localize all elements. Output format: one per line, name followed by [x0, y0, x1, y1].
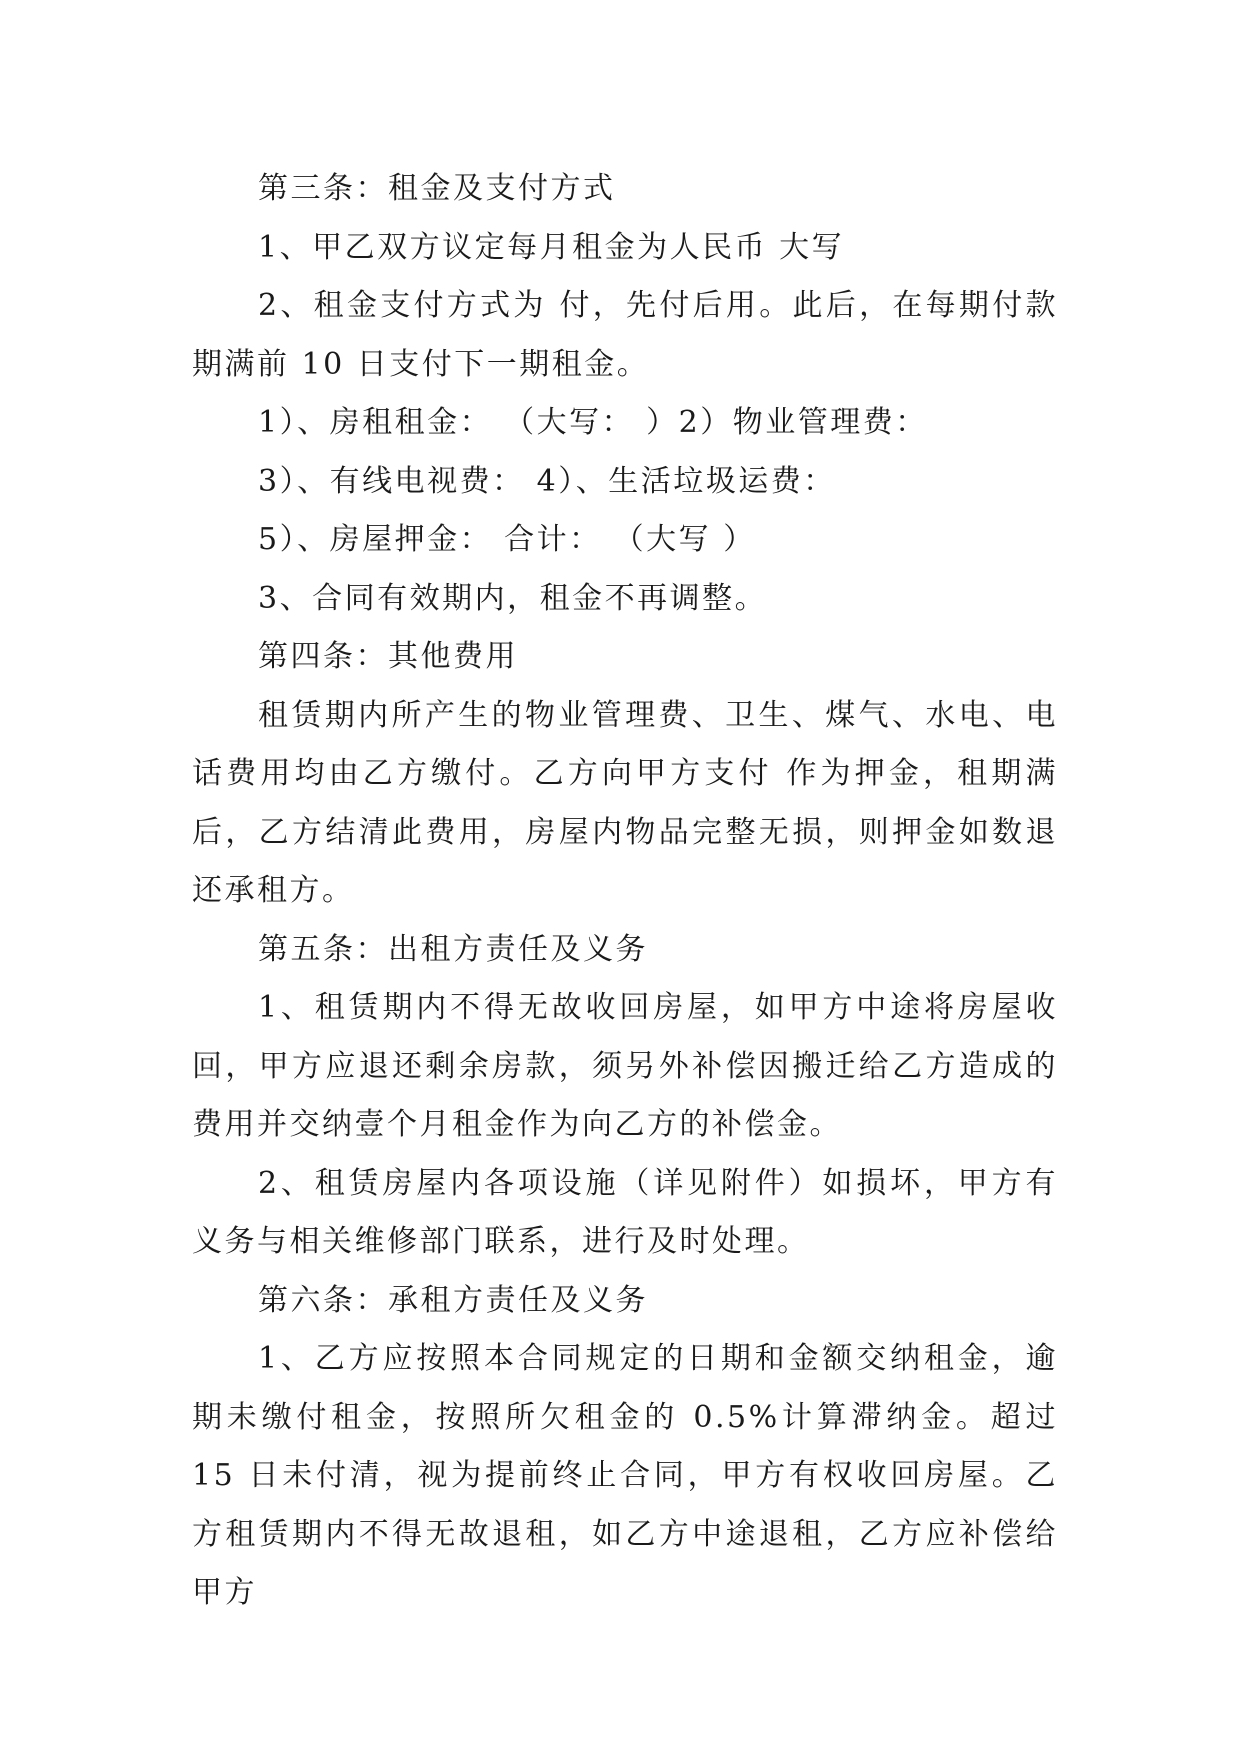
- paragraph: 租赁期内所产生的物业管理费、卫生、煤气、水电、电话费用均由乙方缴付。乙方向甲方支付 作为押金，租期满后，乙方结清此费用，房屋内物品完整无损，则押金如数退还承租方。: [192, 697, 1058, 908]
- paragraph: 2、租金支付方式为 付，先付后用。此后，在每期付款期满前 10 日支付下一期租金。: [192, 288, 1058, 382]
- section-heading-3: 第三条：租金及支付方式: [258, 171, 616, 206]
- paragraph: 2、租赁房屋内各项设施（详见附件）如损坏，甲方有义务与相关维修部门联系，进行及时处理。: [192, 1165, 1058, 1259]
- fee-line: 1）、房租租金： （大写： ）2）物业管理费：: [258, 405, 928, 440]
- section-heading-4: 第四条：其他费用: [258, 639, 518, 674]
- paragraph: 1、乙方应按照本合同规定的日期和金额交纳租金，逾期未缴付租金，按照所欠租金的 0.5%计算滞纳金。超过 15 日未付清，视为提前终止合同，甲方有权收回房屋。乙方租赁期内不得无故退租，如乙方中途退租，乙方应补偿给甲方: [192, 1341, 1058, 1610]
- fee-line: 5）、房屋押金： 合计： （大写 ）: [258, 522, 756, 557]
- paragraph: 1、甲乙双方议定每月租金为人民币 大写: [258, 229, 845, 265]
- section-heading-6: 第六条：承租方责任及义务: [258, 1282, 648, 1318]
- section-heading-5: 第五条：出租方责任及义务: [258, 931, 648, 967]
- paragraph: 1、租赁期内不得无故收回房屋，如甲方中途将房屋收回，甲方应退还剩余房款，须另外补偿因搬迁给乙方造成的费用并交纳壹个月租金作为向乙方的补偿金。: [192, 990, 1058, 1142]
- paragraph: 3、合同有效期内，租金不再调整。: [258, 580, 768, 616]
- fee-line: 3）、有线电视费： 4）、生活垃圾运费：: [258, 463, 836, 499]
- document-body: [192, 160, 1058, 1623]
